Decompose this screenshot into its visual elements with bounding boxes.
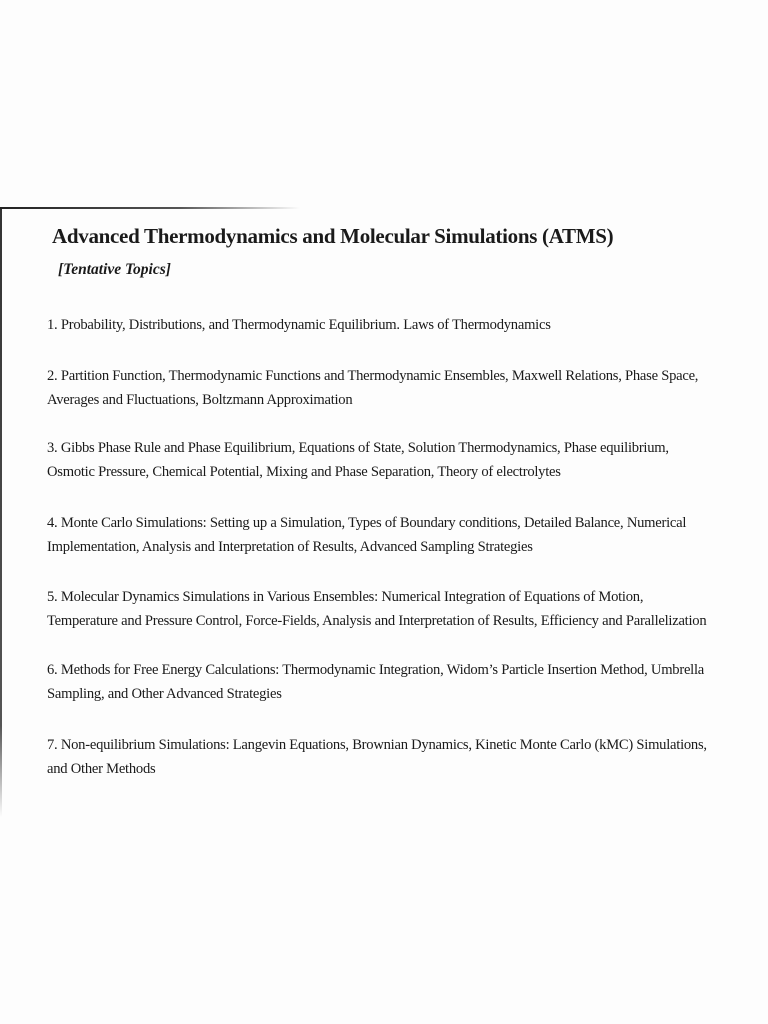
topic-item-6 (47, 658, 747, 706)
topic-line: Osmotic Pressure, Chemical Potential, Mixing and Phase Separation, Theory of electrolytes (47, 464, 561, 480)
document-subtitle: [Tentative Topics] (58, 261, 171, 278)
topic-line: 2. Partition Function, Thermodynamic Functions and Thermodynamic Ensembles, Maxwell Relations, Phase Space, (47, 368, 699, 384)
topic-line: 5. Molecular Dynamics Simulations in Various Ensembles: Numerical Integration of Equations of Motion, (47, 589, 644, 605)
topic-item-1 (47, 313, 747, 337)
topic-item-3 (47, 436, 747, 484)
topic-line: 4. Monte Carlo Simulations: Setting up a Simulation, Types of Boundary conditions, Detailed Balance, Numerical (47, 515, 687, 531)
page-top-edge (0, 207, 300, 209)
page-left-edge (0, 209, 2, 817)
topic-line: Implementation, Analysis and Interpretation of Results, Advanced Sampling Strategies (47, 539, 533, 555)
topic-line: 7. Non-equilibrium Simulations: Langevin Equations, Brownian Dynamics, Kinetic Monte Carlo (kMC) Simulations, (47, 737, 707, 753)
topic-line: 3. Gibbs Phase Rule and Phase Equilibrium, Equations of State, Solution Thermodynamics, Phase equilibrium, (47, 440, 669, 456)
topic-item-4 (47, 511, 747, 559)
document-title: Advanced Thermodynamics and Molecular Simulations (ATMS) (52, 224, 614, 248)
topic-item-7 (47, 733, 747, 781)
topic-item-2 (47, 364, 747, 412)
topic-line: Temperature and Pressure Control, Force-Fields, Analysis and Interpretation of Results, Efficiency and Parallelization (47, 613, 707, 629)
topic-line: Sampling, and Other Advanced Strategies (47, 686, 282, 702)
topic-line: Averages and Fluctuations, Boltzmann Approximation (47, 392, 353, 408)
topic-line: and Other Methods (47, 761, 156, 777)
topic-line: 1. Probability, Distributions, and Thermodynamic Equilibrium. Laws of Thermodynamics (47, 317, 551, 333)
topic-line: 6. Methods for Free Energy Calculations: Thermodynamic Integration, Widom’s Particle Insertion Method, Umbrella (47, 662, 705, 678)
topic-item-5 (47, 585, 747, 633)
